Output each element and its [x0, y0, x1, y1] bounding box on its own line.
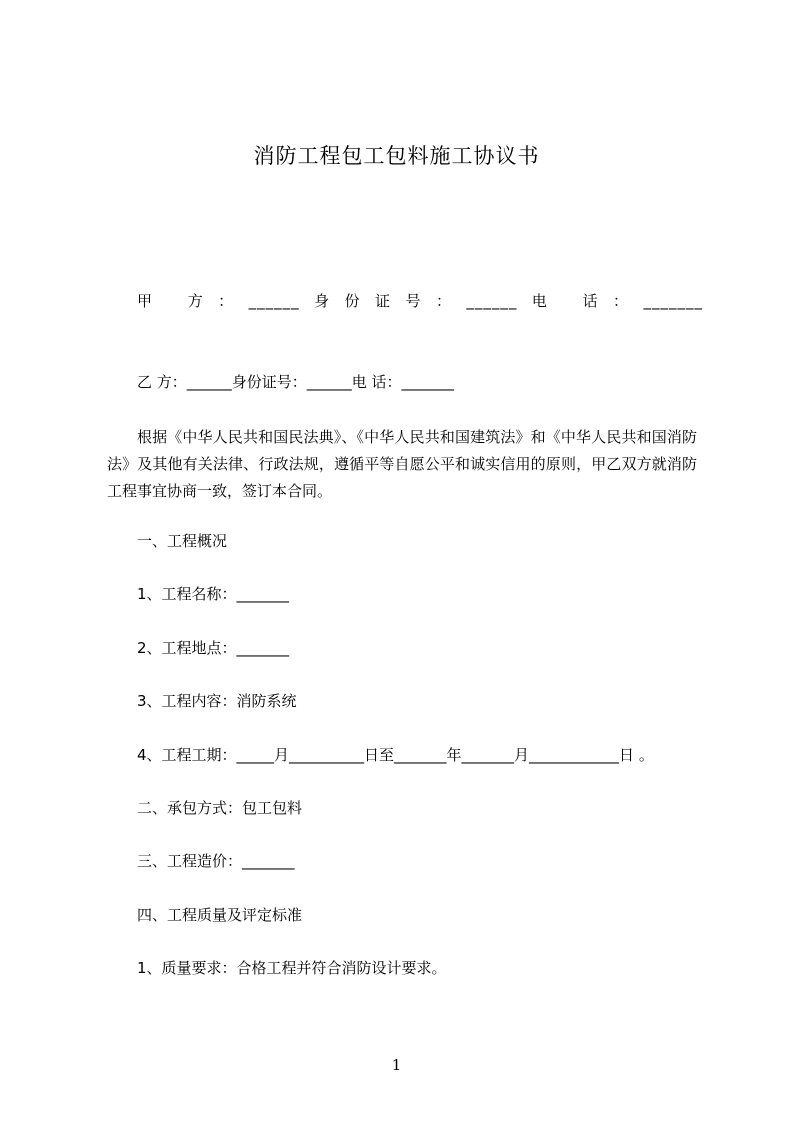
project-name-item: 1、工程名称：_______: [137, 585, 290, 603]
section-1-heading: 一、工程概况: [137, 532, 228, 550]
page-number: 1: [391, 1056, 402, 1074]
party-a-line: 甲 方：______身份证号：______电 话：_______: [137, 292, 703, 310]
quality-requirement-item: 1、质量要求：合格工程并符合消防设计要求。: [137, 959, 447, 977]
document-title: 消防工程包工包料施工协议书: [253, 144, 540, 168]
party-b-line: 乙 方：______身份证号：______电 话：_______: [137, 373, 455, 391]
section-2-heading: 二、承包方式：包工包料: [137, 799, 303, 817]
section-4-heading: 四、工程质量及评定标准: [137, 906, 303, 924]
section-3-heading: 三、工程造价：_______: [137, 852, 295, 870]
project-duration-item: 4、工程工期：_____月__________日至_______年_______月____________日 。: [137, 746, 654, 764]
preamble-paragraph: 根据《中华人民共和国民法典》、《中华人民共和国建筑法》和《中华人民共和国消防法》及其他有关法律、行政法规，遵循平等自愿公平和诚实信用的原则，甲乙双方就消防工程事宜协商一致，签订本合同。: [107, 428, 697, 500]
project-location-item: 2、工程地点：_______: [137, 639, 290, 657]
project-content-item: 3、工程内容：消防系统: [137, 692, 297, 710]
